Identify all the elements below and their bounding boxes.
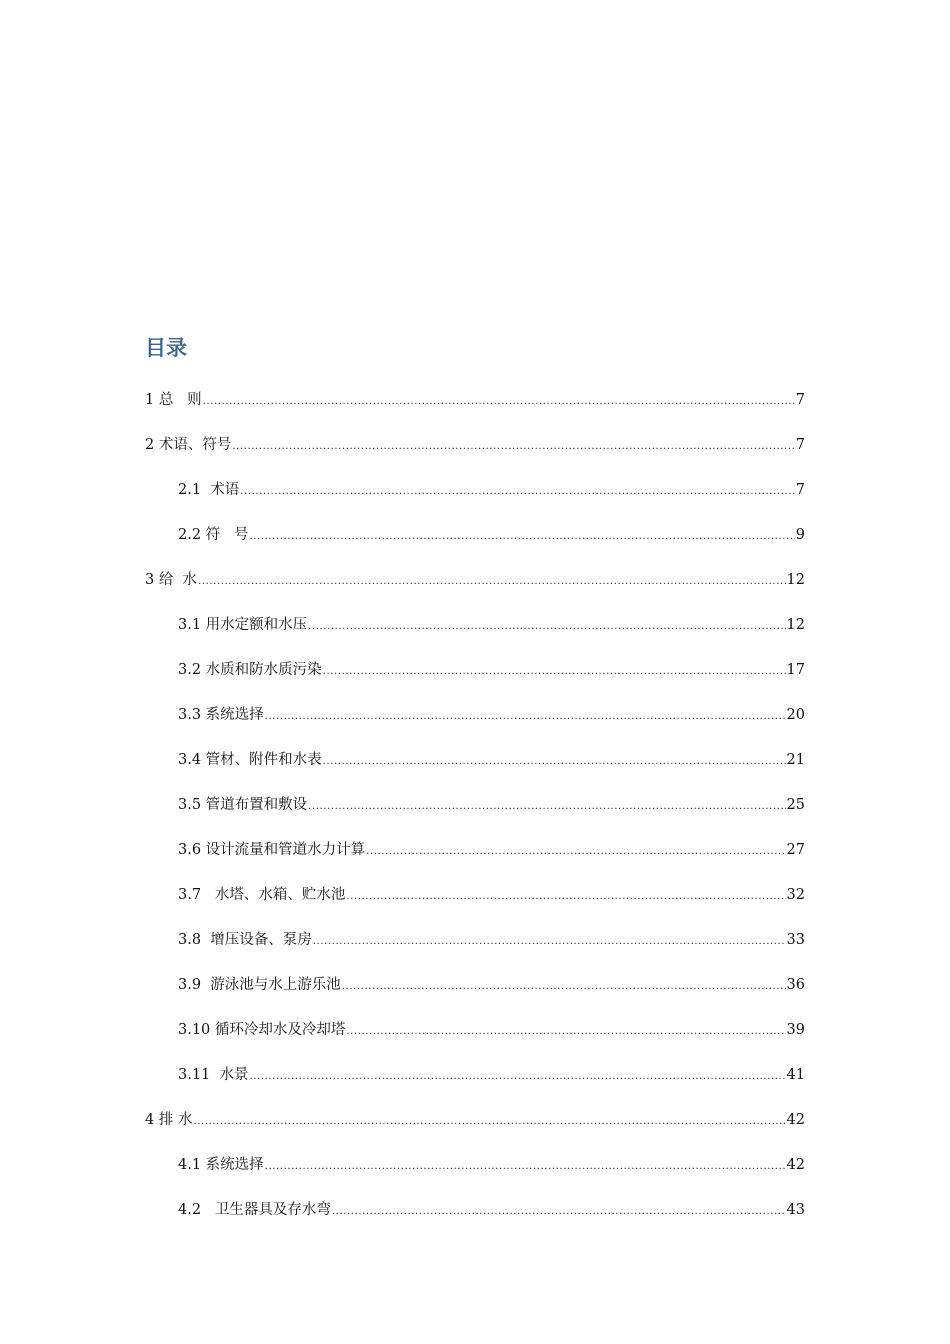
toc-entry[interactable] [0, 691, 950, 736]
toc-entry-page-number: 36 [786, 977, 805, 993]
toc-dot-leader [346, 1026, 785, 1037]
toc-entry-row [145, 388, 805, 409]
toc-entry-row [178, 973, 805, 994]
toc-entry-label: 3.8 增压设备、泵房 [178, 932, 312, 948]
toc-entry-row [178, 928, 805, 949]
toc-entry-label: 2.2 符 号 [178, 527, 249, 543]
toc-entry-page-number: 7 [795, 437, 805, 453]
toc-entry-page-number: 20 [786, 707, 805, 723]
toc-entry-page-number: 25 [786, 797, 805, 813]
toc-entry[interactable] [0, 781, 950, 826]
toc-dot-leader [232, 441, 794, 452]
toc-entry-label: 3.1 用水定额和水压 [178, 617, 308, 633]
toc-entry-row [145, 568, 805, 589]
toc-dot-leader [332, 1206, 786, 1217]
toc-entry-label: 2 术语、符号 [145, 437, 232, 453]
toc-dot-leader [250, 1071, 786, 1082]
toc-entry[interactable] [0, 736, 950, 781]
toc-list [0, 376, 950, 1231]
toc-entry[interactable] [0, 466, 950, 511]
toc-entry-row [178, 658, 805, 679]
toc-entry[interactable] [0, 646, 950, 691]
toc-entry[interactable] [0, 1051, 950, 1096]
toc-dot-leader [265, 711, 786, 722]
toc-entry-row [178, 748, 805, 769]
toc-entry-page-number: 12 [786, 617, 805, 633]
toc-entry-page-number: 7 [795, 482, 805, 498]
toc-entry[interactable] [0, 961, 950, 1006]
toc-dot-leader [203, 396, 795, 407]
toc-dot-leader [366, 846, 785, 857]
toc-entry-row [145, 433, 805, 454]
toc-entry-page-number: 7 [795, 392, 805, 408]
toc-entry-label: 3.7 水塔、水箱、贮水池 [178, 887, 346, 903]
toc-dot-leader [323, 666, 786, 677]
toc-entry-label: 4 排 水 [145, 1112, 193, 1128]
toc-entry[interactable] [0, 556, 950, 601]
toc-dot-leader [346, 891, 785, 902]
toc-entry-label: 3.2 水质和防水质污染 [178, 662, 322, 678]
toc-entry-page-number: 27 [786, 842, 805, 858]
toc-entry[interactable] [0, 871, 950, 916]
toc-entry-row [178, 613, 805, 634]
toc-entry-label: 1 总 则 [145, 392, 202, 408]
toc-entry-page-number: 39 [786, 1022, 805, 1038]
toc-entry-row [178, 1018, 805, 1039]
toc-entry-page-number: 33 [786, 932, 805, 948]
toc-entry-page-number: 42 [786, 1112, 805, 1128]
toc-entry[interactable] [0, 1186, 950, 1231]
toc-entry-label: 3.6 设计流量和管道水力计算 [178, 842, 366, 858]
toc-dot-leader [323, 756, 786, 767]
toc-entry-page-number: 9 [795, 527, 805, 543]
toc-entry-label: 4.2 卫生器具及存水弯 [178, 1202, 331, 1218]
toc-dot-leader [193, 1116, 785, 1127]
toc-entry[interactable] [0, 511, 950, 556]
toc-dot-leader [265, 1161, 786, 1172]
toc-dot-leader [342, 981, 786, 992]
toc-entry[interactable] [0, 376, 950, 421]
toc-entry-label: 3.10 循环冷却水及冷却塔 [178, 1022, 346, 1038]
toc-entry-row [178, 838, 805, 859]
toc-entry-row [178, 1153, 805, 1174]
toc-entry-row [178, 793, 805, 814]
toc-entry-label: 3.5 管道布置和敷设 [178, 797, 308, 813]
toc-entry-label: 3 给 水 [145, 572, 198, 588]
toc-entry-label: 4.1 系统选择 [178, 1157, 264, 1173]
toc-entry-label: 3.3 系统选择 [178, 707, 264, 723]
toc-entry-label: 3.4 管材、附件和水表 [178, 752, 322, 768]
toc-dot-leader [198, 576, 785, 587]
toc-dot-leader [308, 621, 785, 632]
toc-entry-page-number: 32 [786, 887, 805, 903]
toc-dot-leader [240, 486, 794, 497]
toc-entry-page-number: 43 [786, 1202, 805, 1218]
toc-entry-page-number: 12 [786, 572, 805, 588]
toc-entry-page-number: 42 [786, 1157, 805, 1173]
toc-entry-row [178, 1063, 805, 1084]
toc-entry-row [178, 883, 805, 904]
toc-entry[interactable] [0, 421, 950, 466]
toc-entry-page-number: 21 [786, 752, 805, 768]
toc-entry[interactable] [0, 916, 950, 961]
toc-entry-page-number: 41 [786, 1067, 805, 1083]
toc-entry-page-number: 17 [786, 662, 805, 678]
toc-entry-row [178, 703, 805, 724]
toc-entry[interactable] [0, 826, 950, 871]
toc-entry[interactable] [0, 1141, 950, 1186]
toc-entry-row [178, 478, 805, 499]
toc-entry-row [178, 523, 805, 544]
toc-entry[interactable] [0, 1006, 950, 1051]
toc-title: 目录 [145, 336, 187, 360]
toc-dot-leader [313, 936, 786, 947]
toc-entry-label: 3.9 游泳池与水上游乐池 [178, 977, 341, 993]
toc-entry-row [145, 1108, 805, 1129]
toc-entry-label: 2.1 术语 [178, 482, 240, 498]
toc-entry[interactable] [0, 601, 950, 646]
toc-dot-leader [250, 531, 795, 542]
toc-entry-label: 3.11 水景 [178, 1067, 249, 1083]
toc-dot-leader [308, 801, 785, 812]
toc-entry[interactable] [0, 1096, 950, 1141]
toc-entry-row [178, 1198, 805, 1219]
